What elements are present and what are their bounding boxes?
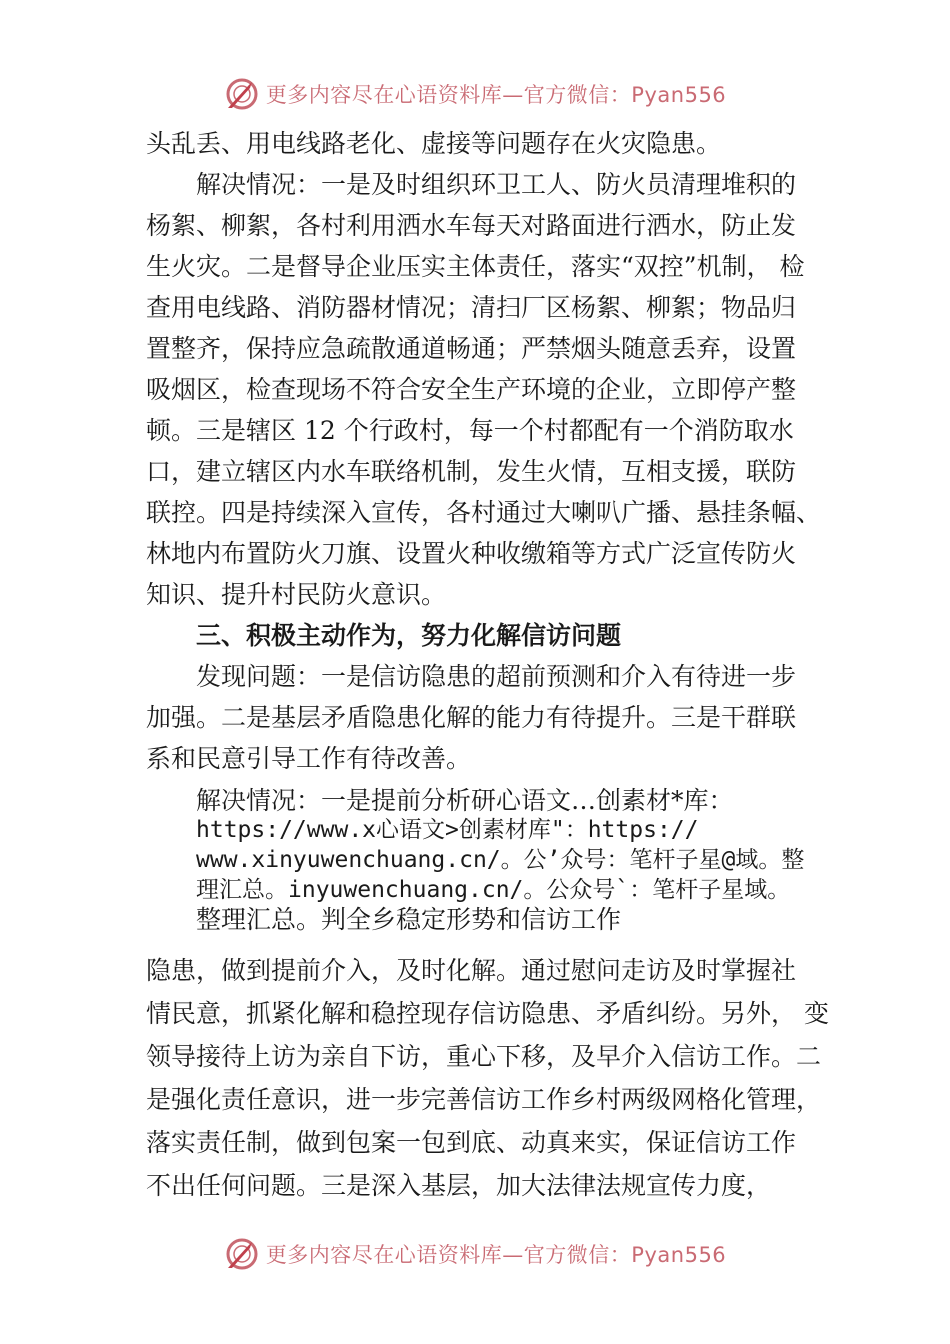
text-line: 隐患，做到提前介入，及时化解。通过慰问走访及时掌握社 — [146, 956, 797, 985]
text-line: 是强化责任意识，进一步完善信访工作乡村两级网格化管理， — [146, 1085, 822, 1114]
text-line-url: https://www.x心语文>创素材库"：https:// — [196, 817, 699, 843]
quill-circle-logo-icon — [224, 76, 260, 112]
watermark-text: 更多内容尽在心语资料库—官方微信：Pyan556 — [265, 1243, 727, 1267]
text-line: 情民意，抓紧化解和稳控现存信访隐患、矛盾纠纷。另外， 变 — [146, 999, 829, 1028]
text-line: 加强。二是基层矛盾隐患化解的能力有待提升。三是干群联 — [146, 703, 797, 732]
watermark-footer — [0, 1234, 950, 1274]
text-line: 领导接待上访为亲自下访，重心下移，及早介入信访工作。二 — [146, 1042, 822, 1071]
text-line: 顿。三是辖区 12 个行政村，每一个村都配有一个消防取水 — [146, 416, 794, 445]
text-line-url: www.xinyuwenchuang.cn/。公’众号：笔杆子星@域。整 — [196, 847, 805, 873]
text-line: 林地内布置防火刀旗、设置火种收缴箱等方式广泛宣传防火 — [146, 539, 797, 568]
text-line-url: 理汇总。inyuwenchuang.cn/。公众号`：笔杆子星域。 — [196, 877, 791, 903]
quill-circle-logo-icon — [224, 1236, 260, 1272]
text-line: 生火灾。二是督导企业压实主体责任，落实“双控”机制， 检 — [146, 252, 805, 281]
text-line: 知识、提升村民防火意识。 — [146, 580, 447, 609]
text-line: 解决情况：一是提前分析研心语文…创素材*库： — [196, 786, 734, 815]
text-line: 不出任何问题。三是深入基层，加大法律法规宣传力度， — [146, 1171, 772, 1200]
text-line: 吸烟区，检查现场不符合安全生产环境的企业，立即停产整 — [146, 375, 797, 404]
text-line: 解决情况：一是及时组织环卫工人、防火员清理堆积的 — [196, 170, 797, 199]
text-line: 杨絮、柳絮，各村利用洒水车每天对路面进行洒水，防止发 — [146, 211, 797, 240]
watermark-text: 更多内容尽在心语资料库—官方微信：Pyan556 — [265, 83, 727, 107]
watermark-header — [0, 74, 950, 114]
text-line: 整理汇总。判全乡稳定形势和信访工作 — [196, 905, 622, 934]
text-line: 置整齐，保持应急疏散通道畅通；严禁烟头随意丢弃，设置 — [146, 334, 797, 363]
text-line: 发现问题：一是信访隐患的超前预测和介入有待进一步 — [196, 662, 797, 691]
text-line: 头乱丢、用电线路老化、虚接等问题存在火灾隐患。 — [146, 129, 722, 158]
text-line: 口，建立辖区内水车联络机制，发生火情，互相支援，联防 — [146, 457, 797, 486]
text-line: 系和民意引导工作有待改善。 — [146, 744, 472, 773]
text-line: 查用电线路、消防器材情况；清扫厂区杨絮、柳絮；物品归 — [146, 293, 797, 322]
section-heading: 三、积极主动作为，努力化解信访问题 — [196, 621, 622, 650]
text-line: 联控。四是持续深入宣传，各村通过大喇叭广播、悬挂条幅、 — [146, 498, 822, 527]
text-line: 落实责任制，做到包案一包到底、动真来实，保证信访工作 — [146, 1128, 797, 1157]
